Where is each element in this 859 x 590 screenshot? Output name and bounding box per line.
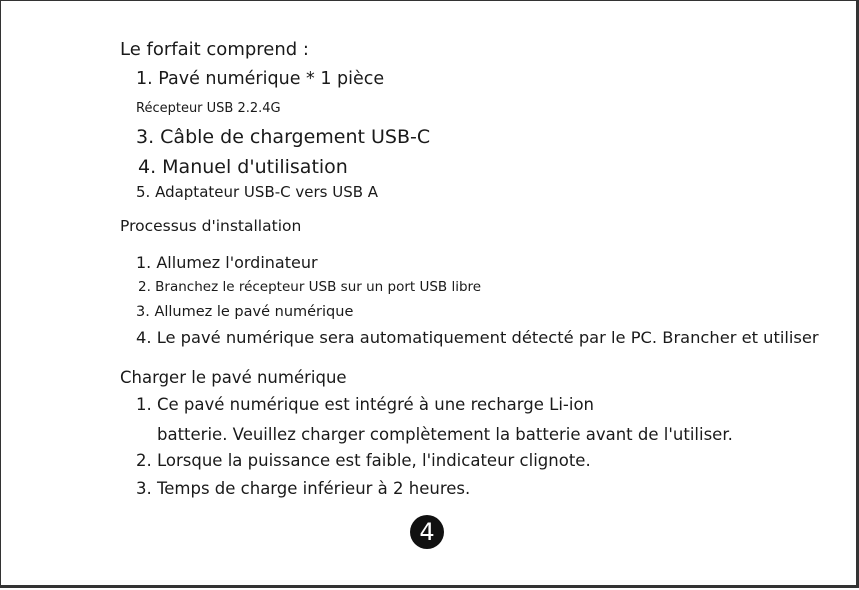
package-item-receiver: Récepteur USB 2.2.4G (136, 101, 281, 116)
package-heading: Le forfait comprend : (120, 39, 309, 60)
charging-step-1: 1. Ce pavé numérique est intégré à une recharge Li-ion (136, 395, 595, 414)
package-item-adapter: 5. Adaptateur USB-C vers USB A (136, 183, 379, 201)
charging-step-2: 2. Lorsque la puissance est faible, l'indicateur clignote. (136, 451, 591, 470)
installation-step-1: 1. Allumez l'ordinateur (136, 253, 318, 272)
package-item-manual: 4. Manuel d'utilisation (138, 156, 348, 178)
charging-heading: Charger le pavé numérique (120, 368, 347, 387)
installation-step-4: 4. Le pavé numérique sera automatiquement détecté par le PC. Brancher et utiliser (136, 328, 819, 347)
package-item-cable: 3. Câble de chargement USB-C (136, 126, 431, 148)
installation-step-2: 2. Branchez le récepteur USB sur un port USB libre (138, 279, 482, 295)
charging-step-3: 3. Temps de charge inférieur à 2 heures. (136, 479, 471, 498)
package-item-keypad: 1. Pavé numérique * 1 pièce (136, 69, 385, 89)
installation-heading: Processus d'installation (120, 217, 302, 235)
page-number-badge: 4 (410, 515, 444, 549)
installation-step-3: 3. Allumez le pavé numérique (136, 304, 354, 320)
charging-step-1-continued: batterie. Veuillez charger complètement la batterie avant de l'utiliser. (157, 425, 733, 444)
